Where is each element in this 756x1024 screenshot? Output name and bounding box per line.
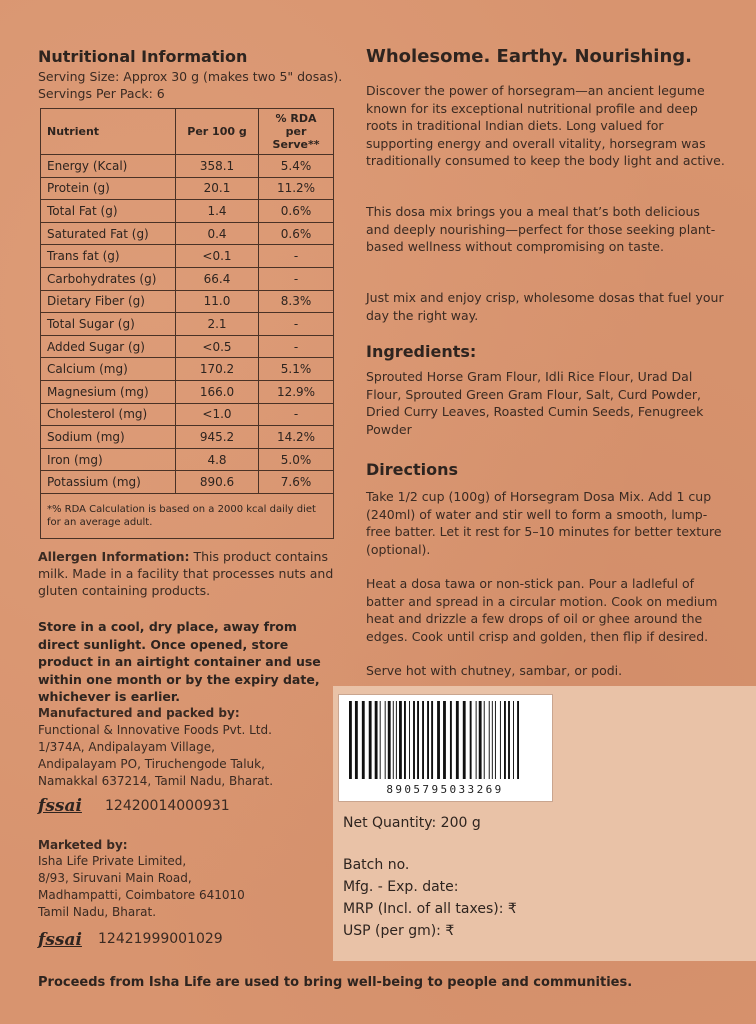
nutrition-row bbox=[41, 155, 334, 178]
nutrition-row bbox=[41, 426, 334, 449]
directions-step: Take 1/2 cup (100g) of Horsegram Dosa Mix. Add 1 cup (240ml) of water and stir well to form a smooth, lump-free batter. Let it rest for 5–10 minutes for better texture (optional). bbox=[366, 489, 722, 557]
marketer-license: 12421999001029 bbox=[98, 931, 223, 947]
barcode-bar bbox=[422, 701, 424, 779]
ingredients-heading: Ingredients: bbox=[366, 342, 477, 361]
nutrient-per-100g: 2.1 bbox=[176, 313, 259, 336]
barcode-bar bbox=[437, 701, 440, 779]
nutrient-name: Potassium (mg) bbox=[41, 471, 176, 494]
description-paragraph: Just mix and enjoy crisp, wholesome dosas that fuel your day the right way. bbox=[366, 290, 724, 323]
nutrient-rda: 8.3% bbox=[259, 290, 334, 313]
barcode-bar bbox=[369, 701, 372, 779]
serving-info bbox=[38, 68, 342, 102]
manufacturer-line: Functional & Innovative Foods Pvt. Ltd. bbox=[38, 723, 272, 737]
manufacturer-address bbox=[38, 722, 338, 790]
nutrition-header-row bbox=[41, 109, 334, 155]
nutrient-name: Total Fat (g) bbox=[41, 200, 176, 223]
nutrient-per-100g: <0.1 bbox=[176, 245, 259, 268]
allergen-label: Allergen Information: bbox=[38, 549, 190, 564]
nutrient-name: Cholesterol (mg) bbox=[41, 403, 176, 426]
nutrient-per-100g: 4.8 bbox=[176, 448, 259, 471]
barcode-bar bbox=[413, 701, 415, 779]
nutrient-rda: - bbox=[259, 313, 334, 336]
serving-size: Serving Size: Approx 30 g (makes two 5" dosas). bbox=[38, 69, 343, 84]
marketer-line: 8/93, Siruvani Main Road, bbox=[38, 871, 192, 885]
nutrition-row bbox=[41, 313, 334, 336]
fssai-logo: fssai bbox=[38, 930, 82, 950]
batch-number: Batch no. bbox=[343, 857, 410, 873]
nutrition-row bbox=[41, 177, 334, 200]
description-paragraph: Discover the power of horsegram—an ancient legume known for its exceptional nutritional profile and deep roots in traditional Indian diets. Long valued for supporting energy and overall vitality, horsegram was traditionally consumed to keep the body light and active. bbox=[366, 83, 725, 168]
barcode-bar bbox=[508, 701, 510, 779]
nutrition-row bbox=[41, 245, 334, 268]
barcode-bar bbox=[504, 701, 506, 779]
nutrient-rda: - bbox=[259, 267, 334, 290]
nutrient-rda: 0.6% bbox=[259, 222, 334, 245]
nutrition-title: Nutritional Information bbox=[38, 47, 248, 66]
manufacturer-line: Andipalayam PO, Tiruchengode Taluk, bbox=[38, 757, 265, 771]
barcode-bar bbox=[393, 701, 394, 779]
nutrient-name: Energy (Kcal) bbox=[41, 155, 176, 178]
nutrient-rda: 5.0% bbox=[259, 448, 334, 471]
allergen-text: This product contains milk. Made in a facility that processes nuts and gluten containing products. bbox=[38, 549, 334, 598]
nutrition-row bbox=[41, 471, 334, 494]
nutrient-per-100g: 890.6 bbox=[176, 471, 259, 494]
nutrient-per-100g: 20.1 bbox=[176, 177, 259, 200]
nutrition-row bbox=[41, 448, 334, 471]
header-rda: % RDA per Serve** bbox=[259, 109, 334, 155]
nutrient-per-100g: 945.2 bbox=[176, 426, 259, 449]
nutrient-rda: - bbox=[259, 245, 334, 268]
nutrient-name: Dietary Fiber (g) bbox=[41, 290, 176, 313]
nutrition-table bbox=[40, 108, 334, 539]
usp: USP (per gm): ₹ bbox=[343, 923, 455, 939]
barcode-bar bbox=[417, 701, 419, 779]
barcode-bar bbox=[479, 701, 482, 779]
nutrition-row bbox=[41, 290, 334, 313]
barcode-number: 8905795033269 bbox=[386, 783, 504, 796]
ingredients-text: Sprouted Horse Gram Flour, Idli Rice Flour, Urad Dal Flour, Sprouted Green Gram Flour, Salt, Curd Powder, Dried Curry Leaves, Roasted Cumin Seeds, Fenugreek Powder bbox=[366, 369, 704, 437]
nutrient-rda: - bbox=[259, 403, 334, 426]
nutrient-name: Magnesium (mg) bbox=[41, 380, 176, 403]
nutrient-rda: 11.2% bbox=[259, 177, 334, 200]
barcode-bar bbox=[355, 701, 358, 779]
marketer-line: Madhampatti, Coimbatore 641010 bbox=[38, 888, 245, 902]
nutrient-name: Protein (g) bbox=[41, 177, 176, 200]
nutrient-per-100g: 11.0 bbox=[176, 290, 259, 313]
header-nutrient: Nutrient bbox=[41, 109, 176, 155]
barcode-bar bbox=[517, 701, 519, 779]
barcode-bar bbox=[349, 701, 352, 779]
marketer-heading: Marketed by: bbox=[38, 838, 128, 852]
servings-per-pack: Servings Per Pack: 6 bbox=[38, 86, 165, 101]
barcode-bar bbox=[513, 701, 514, 779]
nutrient-per-100g: 358.1 bbox=[176, 155, 259, 178]
proceeds-statement: Proceeds from Isha Life are used to bring well-being to people and communities. bbox=[38, 975, 633, 990]
nutrition-row bbox=[41, 380, 334, 403]
nutrient-rda: 14.2% bbox=[259, 426, 334, 449]
description-title: Wholesome. Earthy. Nourishing. bbox=[366, 46, 693, 67]
nutrition-row bbox=[41, 200, 334, 223]
nutrient-per-100g: 0.4 bbox=[176, 222, 259, 245]
nutrient-name: Total Sugar (g) bbox=[41, 313, 176, 336]
barcode-bar bbox=[500, 701, 501, 779]
barcode-bar bbox=[388, 701, 391, 779]
nutrient-per-100g: 170.2 bbox=[176, 358, 259, 381]
barcode-bar bbox=[385, 701, 386, 779]
barcode-bar bbox=[431, 701, 433, 779]
mfg-exp-date: Mfg. - Exp. date: bbox=[343, 879, 459, 895]
manufacturer-heading: Manufactured and packed by: bbox=[38, 706, 240, 720]
header-per-100g: Per 100 g bbox=[176, 109, 259, 155]
nutrient-name: Sodium (mg) bbox=[41, 426, 176, 449]
manufacturer-line: Namakkal 637214, Tamil Nadu, Bharat. bbox=[38, 774, 274, 788]
directions-heading: Directions bbox=[366, 460, 459, 479]
description-paragraph: This dosa mix brings you a meal that’s both delicious and deeply nourishing—perfect for those seeking plant-based wellness without compromising on taste. bbox=[366, 204, 716, 254]
barcode-bar bbox=[456, 701, 459, 779]
nutrition-footnote-row bbox=[41, 493, 334, 538]
marketer-address bbox=[38, 853, 338, 921]
manufacturer-line: 1/374A, Andipalayam Village, bbox=[38, 740, 215, 754]
net-quantity: Net Quantity: 200 g bbox=[343, 815, 481, 831]
barcode-bar bbox=[476, 701, 477, 779]
barcode-bar bbox=[463, 701, 466, 779]
directions-step: Heat a dosa tawa or non-stick pan. Pour a ladleful of batter and spread in a circular motion. Cook on medium heat and drizzle a few drops of oil or ghee around the edges. Cook until crisp and golden, then flip if desired. bbox=[366, 576, 718, 644]
nutrient-rda: - bbox=[259, 335, 334, 358]
marketer-line: Tamil Nadu, Bharat. bbox=[38, 905, 157, 919]
fssai-logo: fssai bbox=[38, 796, 82, 816]
barcode-bar bbox=[396, 701, 397, 779]
nutrient-name: Saturated Fat (g) bbox=[41, 222, 176, 245]
barcode-bar bbox=[362, 701, 365, 779]
nutrient-per-100g: 66.4 bbox=[176, 267, 259, 290]
barcode-bar bbox=[399, 701, 402, 779]
nutrition-table-body bbox=[41, 155, 334, 494]
barcode-bar bbox=[489, 701, 490, 779]
manufacturer-license: 12420014000931 bbox=[105, 798, 230, 814]
barcode-bar bbox=[375, 701, 378, 779]
nutrient-rda: 0.6% bbox=[259, 200, 334, 223]
barcode-bar bbox=[484, 701, 485, 779]
nutrient-name: Calcium (mg) bbox=[41, 358, 176, 381]
mrp: MRP (Incl. of all taxes): ₹ bbox=[343, 901, 517, 917]
nutrient-name: Trans fat (g) bbox=[41, 245, 176, 268]
directions-step: Serve hot with chutney, sambar, or podi. bbox=[366, 663, 623, 678]
nutrient-name: Iron (mg) bbox=[41, 448, 176, 471]
barcode-bar bbox=[495, 701, 496, 779]
nutrition-footnote: *% RDA Calculation is based on a 2000 kcal daily diet for an average adult. bbox=[41, 493, 334, 538]
nutrition-row bbox=[41, 403, 334, 426]
nutrient-rda: 5.4% bbox=[259, 155, 334, 178]
nutrient-rda: 5.1% bbox=[259, 358, 334, 381]
nutrition-row bbox=[41, 358, 334, 381]
nutrient-per-100g: <0.5 bbox=[176, 335, 259, 358]
barcode-bar bbox=[443, 701, 446, 779]
barcode bbox=[345, 701, 545, 781]
barcode-bar bbox=[492, 701, 493, 779]
barcode-bar bbox=[470, 701, 472, 779]
nutrition-row bbox=[41, 222, 334, 245]
nutrition-row bbox=[41, 267, 334, 290]
barcode-bar bbox=[404, 701, 406, 779]
nutrition-row bbox=[41, 335, 334, 358]
allergen-info bbox=[38, 548, 338, 599]
barcode-bar bbox=[409, 701, 410, 779]
nutrient-per-100g: 1.4 bbox=[176, 200, 259, 223]
nutrient-per-100g: <1.0 bbox=[176, 403, 259, 426]
nutrient-rda: 12.9% bbox=[259, 380, 334, 403]
nutrient-rda: 7.6% bbox=[259, 471, 334, 494]
nutrient-per-100g: 166.0 bbox=[176, 380, 259, 403]
barcode-bar bbox=[427, 701, 429, 779]
marketer-line: Isha Life Private Limited, bbox=[38, 854, 187, 868]
barcode-bar bbox=[450, 701, 452, 779]
nutrient-name: Added Sugar (g) bbox=[41, 335, 176, 358]
nutrient-name: Carbohydrates (g) bbox=[41, 267, 176, 290]
storage-instructions: Store in a cool, dry place, away from direct sunlight. Once opened, store product in an airtight container and use within one month or by the expiry date, whichever is earlier. bbox=[38, 619, 321, 704]
barcode-bar bbox=[380, 701, 381, 779]
